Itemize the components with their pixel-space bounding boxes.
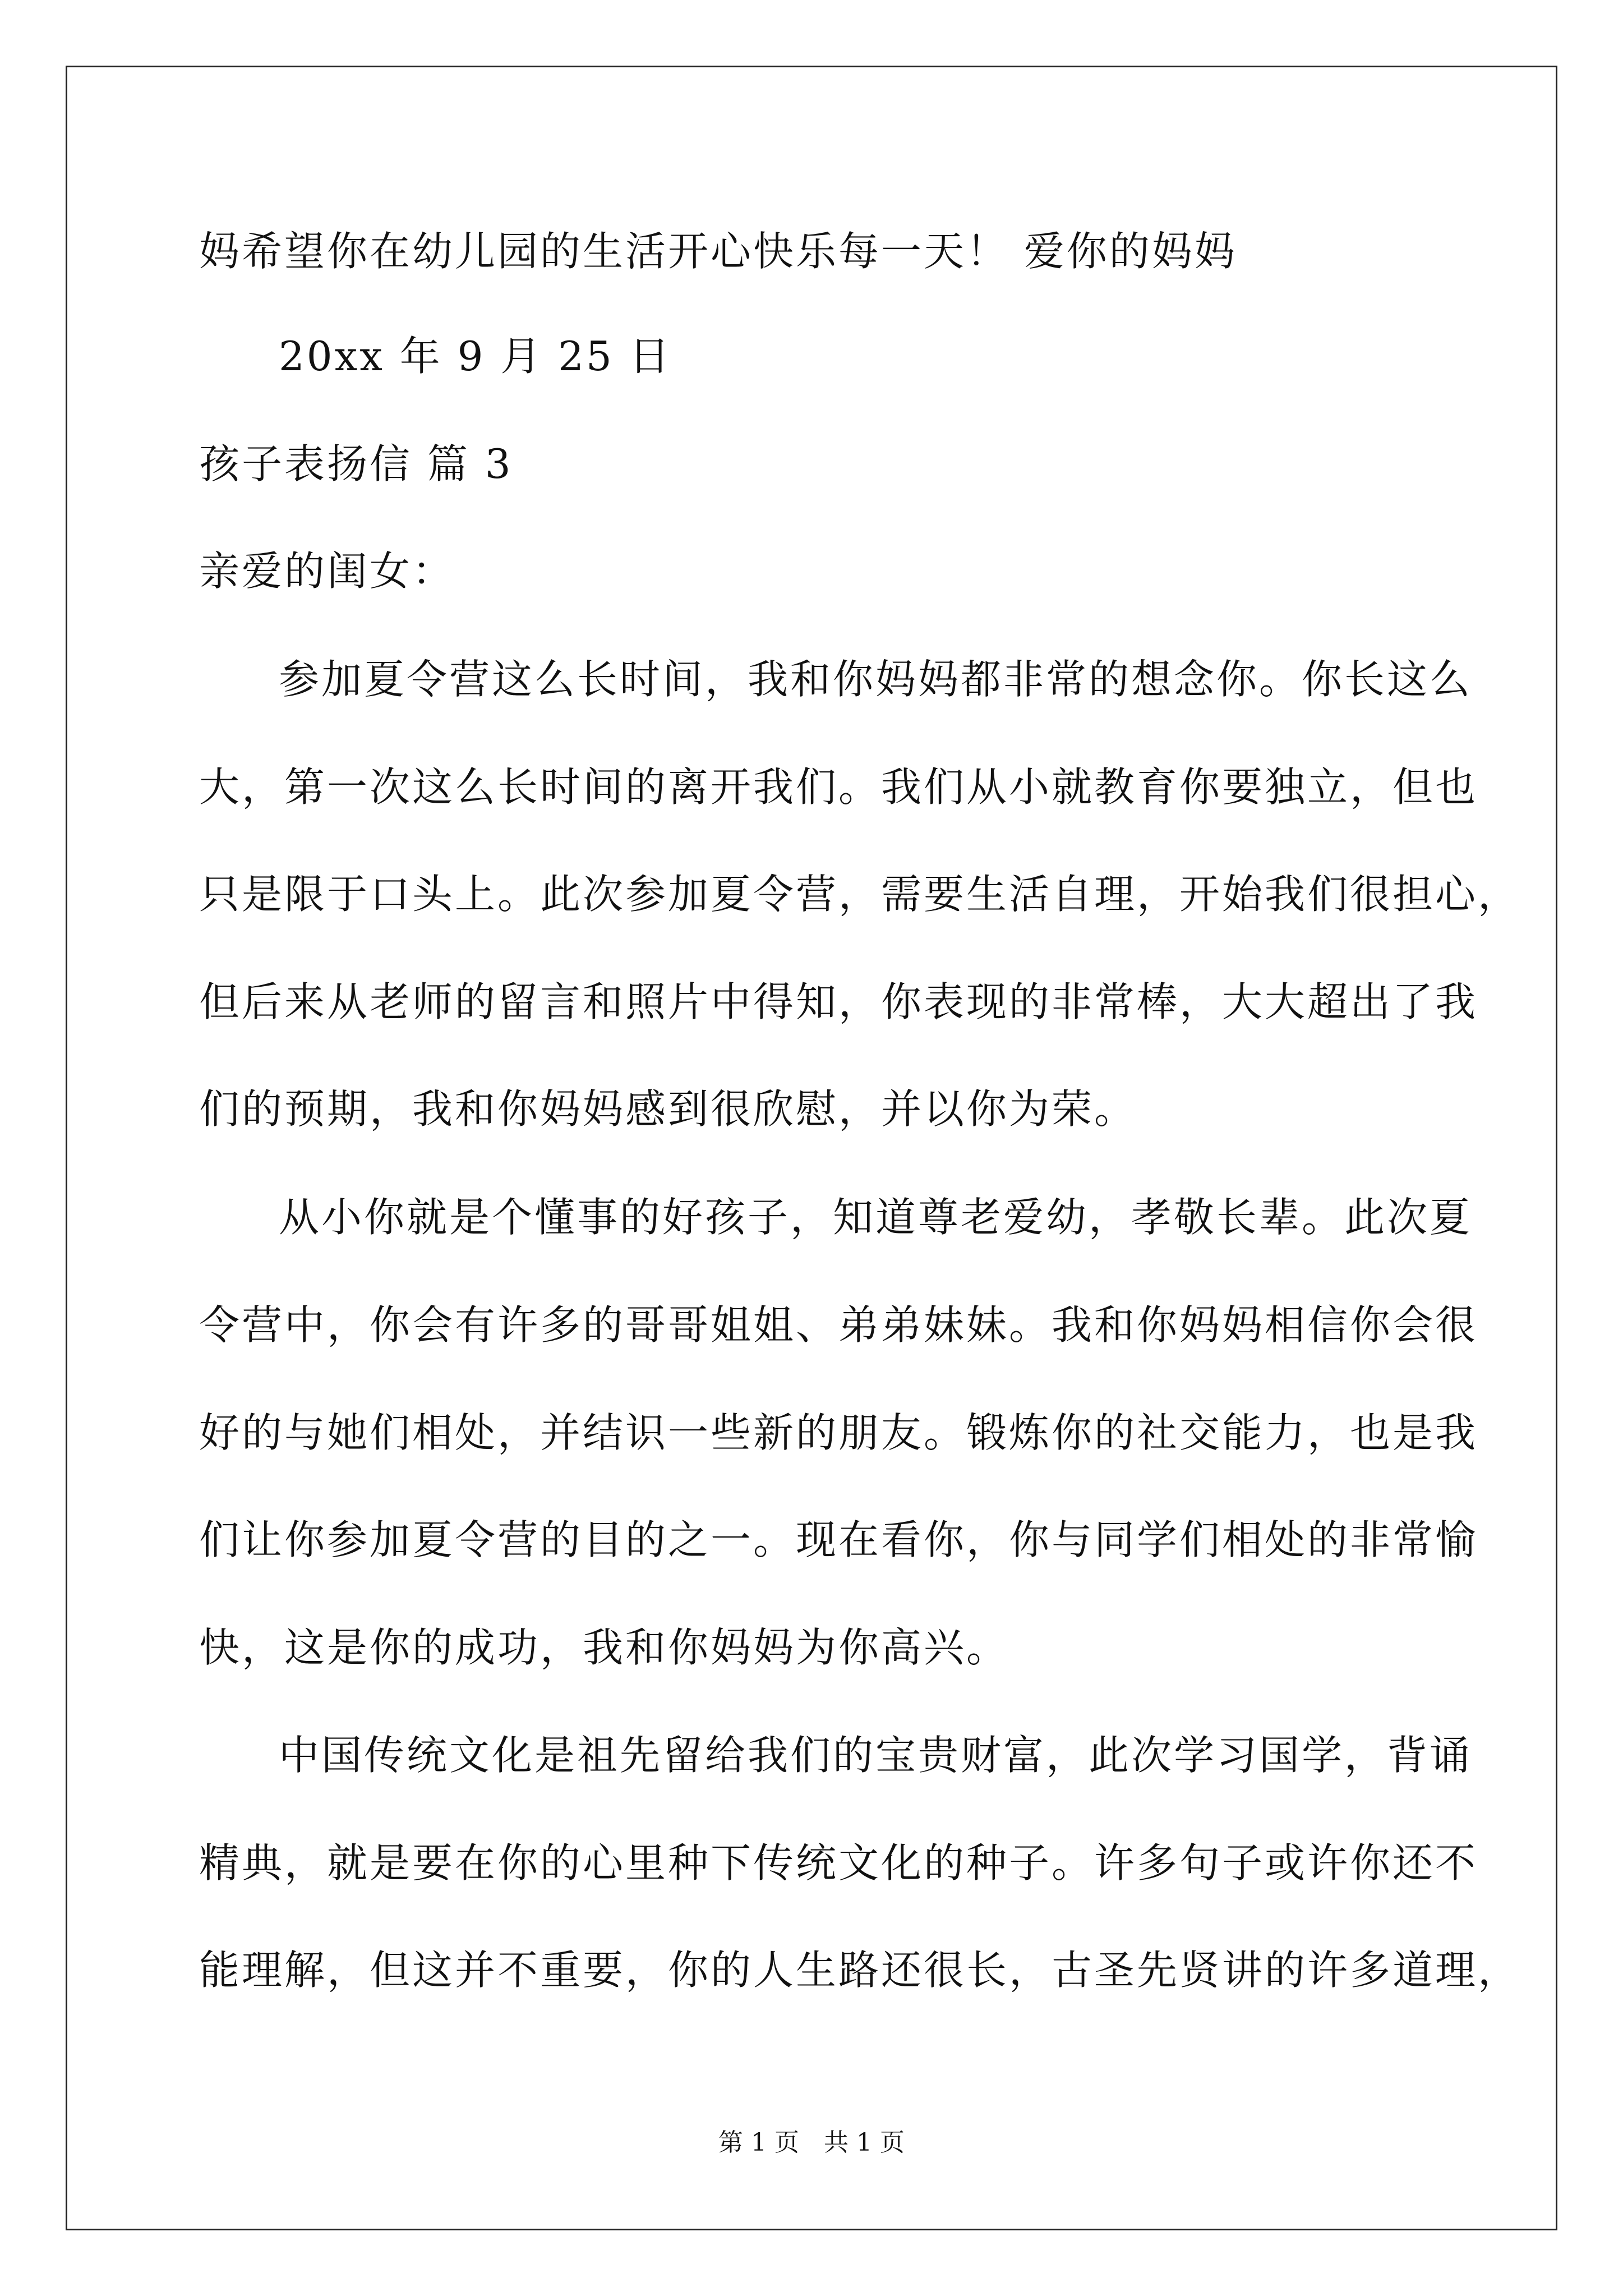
- text-line-closing: 妈希望你在幼儿园的生活开心快乐每一天！ 爱你的妈妈: [199, 228, 1237, 275]
- page-footer: 第 1 页 共 1 页: [718, 2128, 905, 2157]
- paragraph-2-line-4: 们让你参加夏令营的目的之一。现在看你，你与同学们相处的非常愉: [199, 1516, 1478, 1563]
- paragraph-1-line-1: 参加夏令营这么长时间，我和你妈妈都非常的想念你。你长这么: [279, 656, 1473, 703]
- paragraph-1-line-3: 只是限于口头上。此次参加夏令营，需要生活自理，开始我们很担心，: [199, 871, 1521, 918]
- paragraph-1-line-2: 大，第一次这么长时间的离开我们。我们从小就教育你要独立，但也: [199, 763, 1478, 811]
- paragraph-1-line-5: 们的预期，我和你妈妈感到很欣慰，并以你为荣。: [199, 1085, 1137, 1133]
- paragraph-2-line-5: 快，这是你的成功，我和你妈妈为你高兴。: [199, 1624, 1009, 1671]
- paragraph-3-line-3: 能理解，但这并不重要，你的人生路还很长，古圣先贤讲的许多道理，: [199, 1947, 1521, 1994]
- paragraph-2-line-2: 令营中，你会有许多的哥哥姐姐、弟弟妹妹。我和你妈妈相信你会很: [199, 1301, 1478, 1349]
- paragraph-2-line-3: 好的与她们相处，并结识一些新的朋友。锻炼你的社交能力，也是我: [199, 1409, 1478, 1456]
- paragraph-2-line-1: 从小你就是个懂事的好孩子，知道尊老爱幼，孝敬长辈。此次夏: [279, 1194, 1473, 1241]
- salutation: 亲爱的闺女：: [199, 547, 455, 595]
- paragraph-1-line-4: 但后来从老师的留言和照片中得知，你表现的非常棒，大大超出了我: [199, 978, 1478, 1025]
- paragraph-3-line-1: 中国传统文化是祖先留给我们的宝贵财富，此次学习国学，背诵: [279, 1732, 1473, 1779]
- page-border: [66, 66, 1557, 2230]
- paragraph-3-line-2: 精典，就是要在你的心里种下传统文化的种子。许多句子或许你还不: [199, 1839, 1478, 1887]
- text-line-date: 20xx 年 9 月 25 日: [279, 333, 672, 380]
- section-heading: 孩子表扬信 篇 3: [199, 440, 513, 487]
